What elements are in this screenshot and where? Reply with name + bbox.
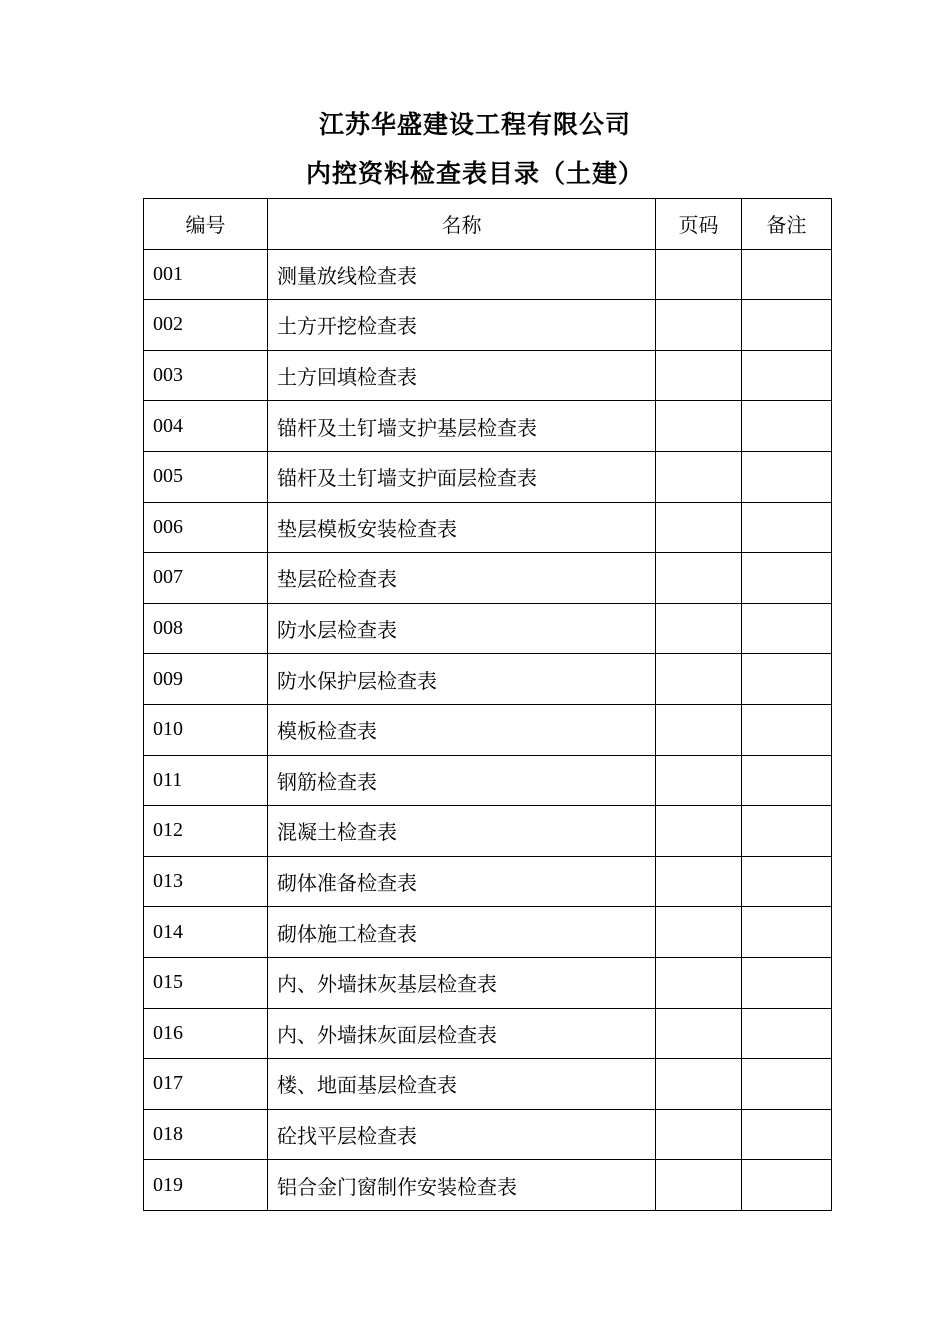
row-number: 012: [144, 806, 268, 857]
table-row: [144, 451, 832, 502]
row-name: 模板检查表: [268, 704, 656, 755]
row-number: 009: [144, 654, 268, 705]
table-row: [144, 1059, 832, 1110]
row-remark: [742, 300, 832, 351]
row-page: [656, 502, 742, 553]
table-row: [144, 704, 832, 755]
table-row: [144, 401, 832, 452]
table-row: [144, 300, 832, 351]
row-number: 017: [144, 1059, 268, 1110]
row-number: 014: [144, 907, 268, 958]
header-page: 页码: [656, 199, 742, 250]
row-name: 垫层模板安装检查表: [268, 502, 656, 553]
row-name: 钢筋检查表: [268, 755, 656, 806]
table-row: [144, 1109, 832, 1160]
row-remark: [742, 1160, 832, 1211]
header-remark: 备注: [742, 199, 832, 250]
row-number: 019: [144, 1160, 268, 1211]
row-page: [656, 451, 742, 502]
row-name: 防水保护层检查表: [268, 654, 656, 705]
table-row: [144, 350, 832, 401]
row-page: [656, 553, 742, 604]
row-page: [656, 806, 742, 857]
row-number: 018: [144, 1109, 268, 1160]
row-remark: [742, 553, 832, 604]
row-remark: [742, 856, 832, 907]
row-page: [656, 1160, 742, 1211]
row-remark: [742, 401, 832, 452]
row-name: 测量放线检查表: [268, 249, 656, 300]
row-remark: [742, 957, 832, 1008]
row-number: 016: [144, 1008, 268, 1059]
row-number: 011: [144, 755, 268, 806]
row-number: 010: [144, 704, 268, 755]
row-remark: [742, 907, 832, 958]
row-remark: [742, 451, 832, 502]
row-remark: [742, 704, 832, 755]
row-remark: [742, 603, 832, 654]
table-row: [144, 1008, 832, 1059]
row-number: 002: [144, 300, 268, 351]
row-remark: [742, 755, 832, 806]
table-row: [144, 806, 832, 857]
table-header-row: [144, 199, 832, 250]
row-page: [656, 300, 742, 351]
row-page: [656, 957, 742, 1008]
row-name: 砌体施工检查表: [268, 907, 656, 958]
row-remark: [742, 350, 832, 401]
row-number: 008: [144, 603, 268, 654]
row-page: [656, 1109, 742, 1160]
row-remark: [742, 1059, 832, 1110]
row-number: 004: [144, 401, 268, 452]
row-remark: [742, 806, 832, 857]
row-name: 土方开挖检查表: [268, 300, 656, 351]
row-page: [656, 654, 742, 705]
row-name: 土方回填检查表: [268, 350, 656, 401]
header-no: 编号: [144, 199, 268, 250]
row-name: 内、外墙抹灰面层检查表: [268, 1008, 656, 1059]
row-name: 垫层砼检查表: [268, 553, 656, 604]
row-name: 铝合金门窗制作安装检查表: [268, 1160, 656, 1211]
row-name: 楼、地面基层检查表: [268, 1059, 656, 1110]
row-number: 007: [144, 553, 268, 604]
row-name: 内、外墙抹灰基层检查表: [268, 957, 656, 1008]
row-remark: [742, 1109, 832, 1160]
row-number: 001: [144, 249, 268, 300]
row-page: [656, 401, 742, 452]
row-name: 混凝土检查表: [268, 806, 656, 857]
row-page: [656, 350, 742, 401]
row-name: 锚杆及土钉墙支护面层检查表: [268, 451, 656, 502]
table-row: [144, 1160, 832, 1211]
header-name: 名称: [268, 199, 656, 250]
row-page: [656, 1008, 742, 1059]
row-page: [656, 704, 742, 755]
row-remark: [742, 249, 832, 300]
document-title: 内控资料检查表目录（土建）: [305, 159, 644, 188]
row-remark: [742, 1008, 832, 1059]
table-row: [144, 502, 832, 553]
row-remark: [742, 654, 832, 705]
row-page: [656, 603, 742, 654]
table-row: [144, 249, 832, 300]
row-page: [656, 907, 742, 958]
row-number: 015: [144, 957, 268, 1008]
row-name: 防水层检查表: [268, 603, 656, 654]
table-row: [144, 907, 832, 958]
row-page: [656, 249, 742, 300]
row-name: 砼找平层检查表: [268, 1109, 656, 1160]
row-number: 013: [144, 856, 268, 907]
table-row: [144, 553, 832, 604]
row-page: [656, 1059, 742, 1110]
row-remark: [742, 502, 832, 553]
row-page: [656, 755, 742, 806]
row-number: 003: [144, 350, 268, 401]
row-number: 005: [144, 451, 268, 502]
table-row: [144, 603, 832, 654]
company-title: 江苏华盛建设工程有限公司: [318, 110, 631, 139]
row-name: 锚杆及土钉墙支护基层检查表: [268, 401, 656, 452]
table-body: [144, 249, 832, 1210]
table-row: [144, 755, 832, 806]
table-row: [144, 957, 832, 1008]
index-table: [143, 198, 832, 1211]
row-page: [656, 856, 742, 907]
table-row: [144, 654, 832, 705]
row-number: 006: [144, 502, 268, 553]
row-name: 砌体准备检查表: [268, 856, 656, 907]
table-row: [144, 856, 832, 907]
